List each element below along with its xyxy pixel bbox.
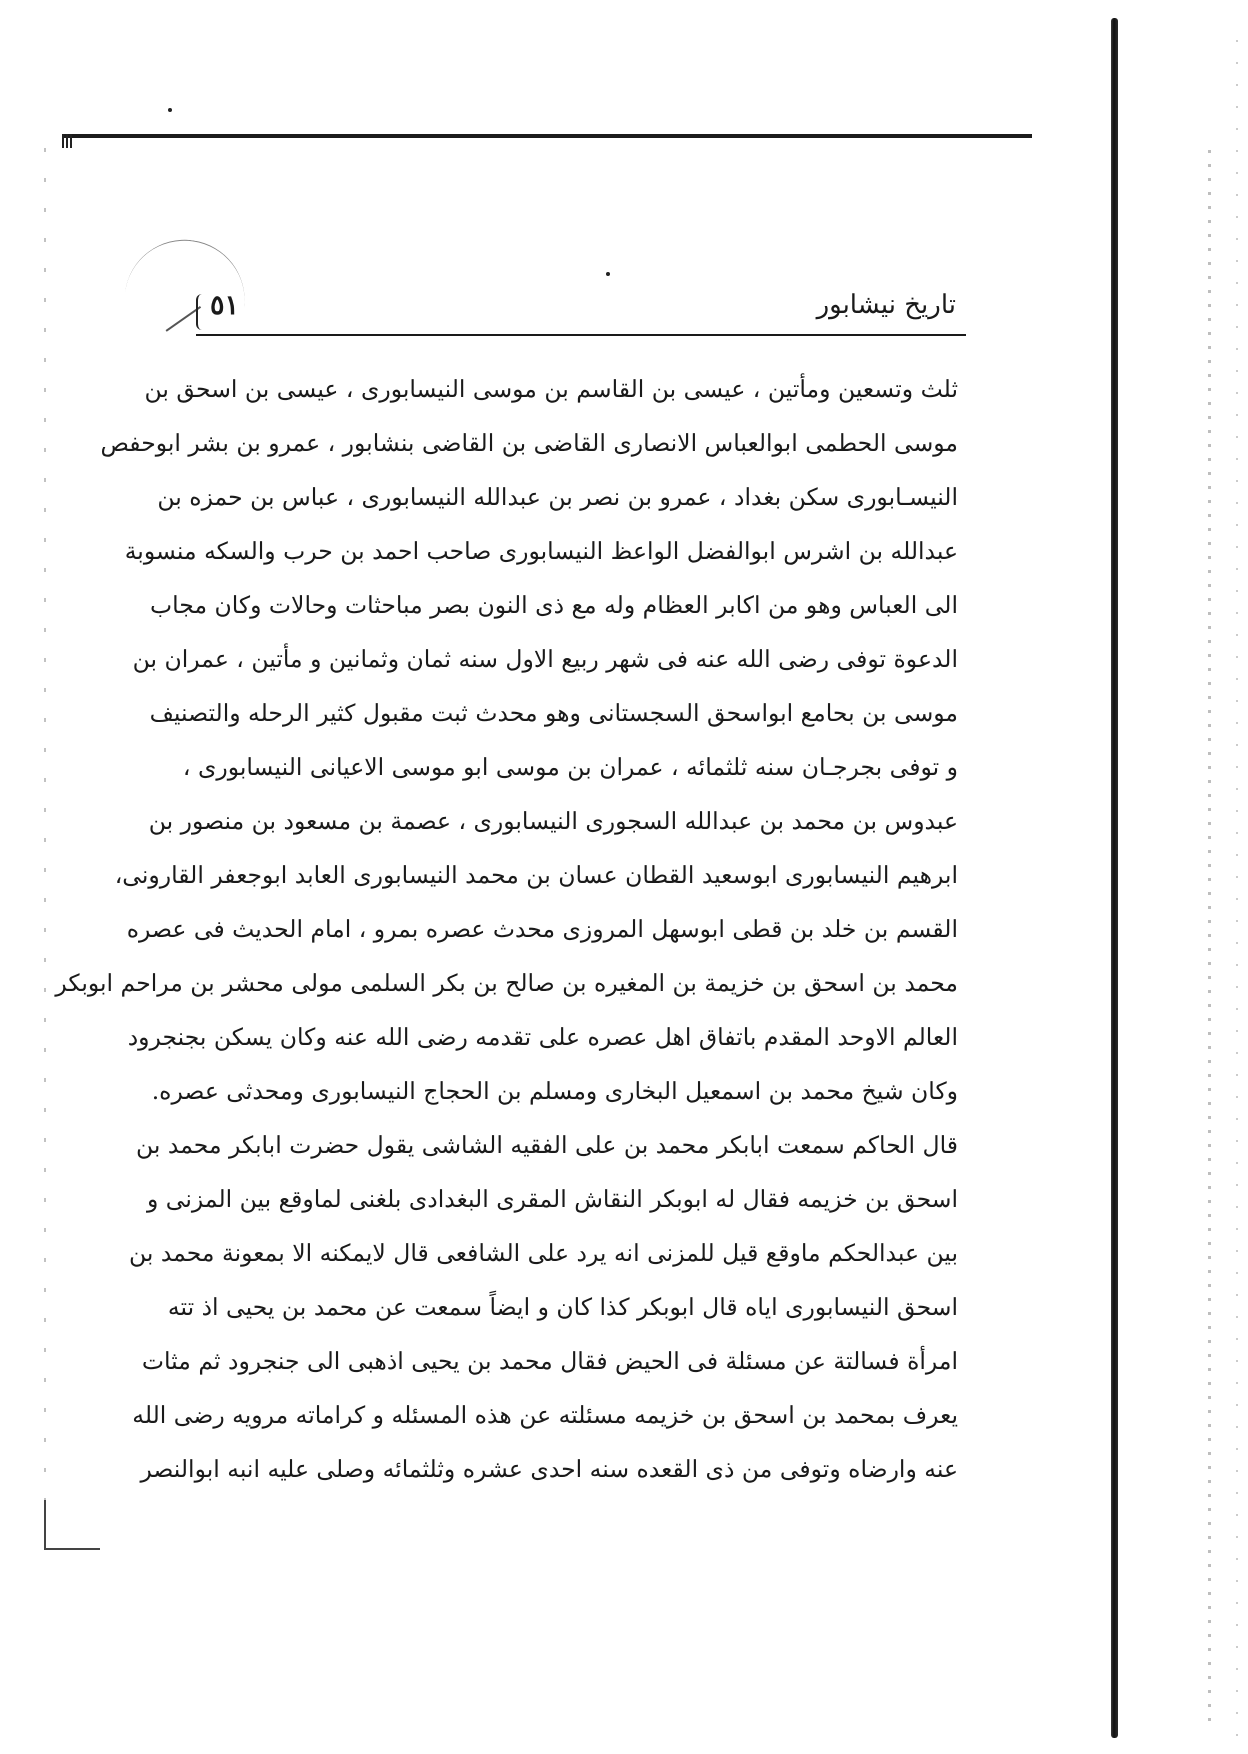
text-line: العالم الاوحد المقدم باتفاق اهل عصره علی تقدمه رضی الله عنه وکان یسکن بجنجرود xyxy=(127,1023,958,1051)
text-line: ابرهیم النیسابوری ابوسعید القطان عسان بن محمد النیسابوری العابد ابوجعفر القارونی، xyxy=(114,861,958,889)
top-scan-rule xyxy=(62,134,1032,138)
text-line: بین عبدالحکم ماوقع قیل للمزنی انه یرد علی الشافعی قال لایمکنه الا بمعونة محمد بن xyxy=(128,1239,958,1267)
text-line: موسی بن بحامع ابواسحق السجستانی وهو محدث ثبت مقبول کثیر الرحله والتصنیف xyxy=(149,699,958,727)
text-line: امرأة فسالتة عن مسئلة فی الحیض فقال محمد بن یحیی اذهبی الی جنجرود ثم مثات xyxy=(141,1347,958,1375)
text-line: وکان شیخ محمد بن اسمعیل البخاری ومسلم بن الحجاج النیسابوری ومحدثی عصره. xyxy=(151,1077,958,1105)
text-line: محمد بن اسحق بن خزیمة بن المغیره بن صالح بن بکر السلمی مولی محشر بن مراحم ابوبکر xyxy=(55,969,958,997)
text-line: عبدالله بن اشرس ابوالفضل الواعظ النیسابوری صاحب احمد بن حرب والسکه منسوبة xyxy=(124,537,958,565)
page-header xyxy=(196,288,966,336)
text-line: اسحق بن خزیمه فقال له ابوبکر النقاش المقری البغدادی بلغنی لماوقع بین المزنی و xyxy=(146,1185,958,1213)
text-line: القسم بن خلد بن قطی ابوسهل المروزی محدث عصره بمرو ، امام الحدیث فی عصره xyxy=(126,915,958,943)
corner-mark xyxy=(44,1548,100,1550)
text-line: النیسـابوری سکن بغداد ، عمرو بن نصر بن عبدالله النیسابوری ، عباس بن حمزه بن xyxy=(157,483,958,511)
text-line: عنه وارضاه وتوفی من ذی القعده سنه احدی عشره وثلثمائه وصلی علیه انبه ابوالنصر xyxy=(140,1455,958,1483)
left-margin-mark xyxy=(44,148,46,1548)
page-number-bracket xyxy=(196,294,202,330)
scan-edge-noise xyxy=(1208,150,1211,1730)
running-title: تاریخ نیشابور xyxy=(816,290,956,320)
stray-dot xyxy=(606,272,610,276)
corner-mark xyxy=(44,1500,46,1550)
text-line: یعرف بمحمد بن اسحق بن خزیمه مسئلته عن هذه المسئله و کراماته مرویه رضی الله xyxy=(132,1401,958,1429)
text-line: عبدوس بن محمد بن عبدالله السجوری النیسابوری ، عصمة بن مسعود بن منصور بن xyxy=(148,807,958,835)
text-line: اسحق النیسابوری اياه قال ابوبکر کذا کان و ایضاً سمعت عن محمد بن یحیی اذ تته xyxy=(167,1293,958,1321)
text-line: ثلث وتسعین ومأتین ، عیسی بن القاسم بن موسی النیسابوری ، عیسی بن اسحق بن xyxy=(144,375,958,403)
body-text xyxy=(55,362,958,1496)
text-line: موسی الحطمی ابوالعباس الانصاری القاضی بن القاضی بنشابور ، عمرو بن بشر ابوحفص xyxy=(100,429,958,457)
top-rule-tick xyxy=(62,134,74,148)
scan-edge-noise xyxy=(1236,40,1238,1740)
text-line: و توفی بجرجـان سنه ثلثمائه ، عمران بن موسی ابو موسی الاعیانی النیسابوری ، xyxy=(182,753,958,781)
stray-dot xyxy=(168,108,172,112)
text-line: الی العباس وهو من اکابر العظام وله مع ذی النون بصر مباحثات وحالات وکان مجاب xyxy=(150,591,958,619)
text-line: الدعوة توفی رضی الله عنه فی شهر ربیع الاول سنه ثمان وثمانین و مأتین ، عمران بن xyxy=(132,645,958,673)
page-number: ٥١ xyxy=(210,290,240,321)
binding-shadow xyxy=(1111,18,1118,1738)
text-line: قال الحاکم سمعت ابابکر محمد بن علی الفقیه الشاشی یقول حضرت ابابکر محمد بن xyxy=(135,1131,958,1159)
